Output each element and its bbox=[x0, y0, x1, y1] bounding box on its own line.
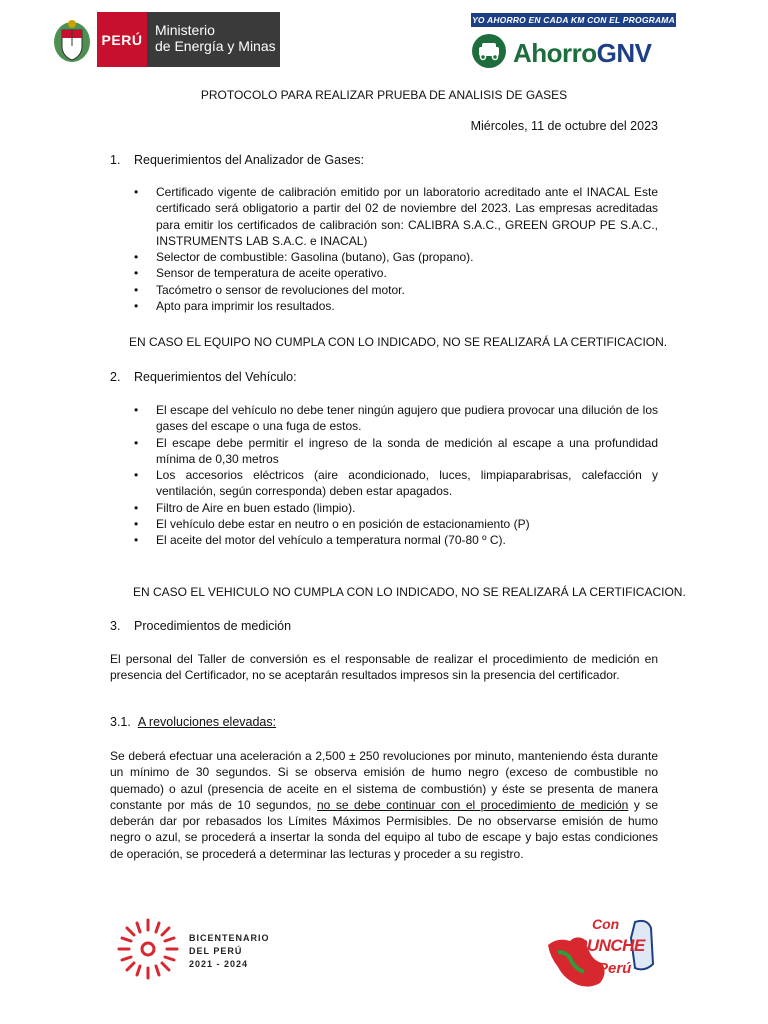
section-3-1-number: 3.1. bbox=[110, 715, 131, 729]
brand-name bbox=[513, 38, 652, 69]
section-1-colon: : bbox=[360, 153, 365, 167]
paragraph-underlined-text: no se debe continuar con el procedimiento de medición bbox=[317, 797, 629, 812]
section-1-list bbox=[156, 184, 658, 314]
con-text: Con bbox=[592, 916, 620, 932]
brand-gnv: GNV bbox=[596, 38, 652, 68]
brand-ahorro: Ahorro bbox=[513, 38, 597, 68]
bicentenario-line-3: 2021 - 2024 bbox=[189, 958, 249, 969]
document-title: PROTOCOLO PARA REALIZAR PRUEBA DE ANALISIS DE GASES bbox=[200, 88, 568, 102]
list-item: • El escape del vehículo no debe tener ningún agujero que pudiera provocar una dilución de los gases del escape o una fuga de estos. bbox=[156, 402, 658, 435]
slogan-banner: YO AHORRO EN CADA KM CON EL PROGRAMA bbox=[472, 15, 675, 25]
ahorro-gnv-logo bbox=[471, 13, 676, 71]
bicentenario-emblem-icon bbox=[115, 916, 181, 987]
list-item: • Los accesorios eléctricos (aire acondicionado, luces, limpiaparabrisas, calefacción y ventilación, según corresponda) deben estar apagados. bbox=[156, 467, 658, 500]
list-item: • Tacómetro o sensor de revoluciones del motor. bbox=[156, 282, 658, 298]
bicentenario-text bbox=[189, 932, 270, 971]
car-icon bbox=[471, 33, 507, 74]
ministry-logo bbox=[47, 12, 280, 67]
bicentenario-line-1: BICENTENARIO bbox=[189, 932, 270, 943]
list-item: • El aceite del motor del vehículo a temperatura normal (70-80 º C). bbox=[156, 532, 658, 548]
list-item: • Selector de combustible: Gasolina (butano), Gas (propano). bbox=[156, 249, 658, 265]
section-1-warning: EN CASO EL EQUIPO NO CUMPLA CON LO INDICADO, NO SE REALIZARÁ LA CERTIFICACION. bbox=[129, 335, 668, 349]
section-3-paragraph: El personal del Taller de conversión es el responsable de realizar el procedimiento de medición en presencia del Certificador, no se aceptarán resultados impresos sin la presencia del certificador. bbox=[110, 652, 658, 683]
section-1-number: 1. bbox=[110, 153, 121, 167]
peru-footer-text: Perú bbox=[598, 960, 632, 977]
list-item: • Sensor de temperatura de aceite operativo. bbox=[156, 265, 658, 281]
list-item: • Apto para imprimir los resultados. bbox=[156, 298, 658, 314]
list-item: • Certificado vigente de calibración emitido por un laboratorio acreditado ante el INACAL Este certificado será obligatorio a partir del 02 de noviembre del 2023. Las empresas acreditadas para emitir los certificados de calibración son: CALIBRA S.A.C., GREEN GROUP PE S.A.C., INSTRUMENTS LAB S.A.C. e INACAL) bbox=[156, 184, 658, 249]
peru-label: PERÚ bbox=[97, 12, 147, 67]
list-item: • El vehículo debe estar en neutro o en posición de estacionamiento (P) bbox=[156, 516, 658, 532]
section-3-1-heading bbox=[110, 715, 276, 729]
bicentenario-line-2: DEL PERÚ bbox=[189, 945, 243, 956]
paragraph-text-part-2: y se deberán dar por rebasados los Límites Máximos Permisibles. De no observarse emisión de humo negro o azul, se procederá a insertar la sonda del equipo al tubo de escape y bajo estas condiciones de operación, se procederá a determinar las lecturas y proceder a su registro. bbox=[110, 797, 658, 861]
section-2-list bbox=[156, 402, 658, 549]
punche-text: PUNCHE bbox=[576, 936, 645, 955]
section-3-1-title: A revoluciones elevadas: bbox=[137, 715, 277, 729]
document-date: Miércoles, 11 de octubre del 2023 bbox=[470, 119, 658, 133]
bicentenario-logo bbox=[115, 917, 285, 985]
section-1-heading bbox=[110, 153, 364, 167]
ministry-line-1: Ministerio bbox=[155, 22, 215, 38]
section-2-title: Requerimientos del Vehículo: bbox=[134, 370, 297, 384]
coat-of-arms-icon bbox=[47, 12, 97, 67]
section-3-number: 3. bbox=[110, 619, 121, 633]
list-item: • El escape debe permitir el ingreso de la sonda de medición al escape a una profundidad mínima de 0,30 metros bbox=[156, 435, 658, 468]
section-1-title: Requerimientos del Analizador de Gases bbox=[134, 153, 361, 167]
ministry-name bbox=[147, 12, 280, 67]
section-3-title: Procedimientos de medición bbox=[134, 619, 292, 633]
paragraph-text-part-1: Se deberá efectuar una aceleración a 2,500 ± 250 revoluciones por minuto, manteniendo ésta durante un mínimo de 30 segundos. Si se observa emisión de humo negro (exceso de combustible no quemado) o azul (presencia de aceite en el sistema de combustión) y éste se presenta de manera constante por más de 10 segundos, bbox=[110, 749, 658, 812]
section-2-warning: EN CASO EL VEHICULO NO CUMPLA CON LO INDICADO, NO SE REALIZARÁ LA CERTIFICACION. bbox=[133, 585, 686, 599]
section-3-heading bbox=[110, 619, 291, 633]
section-2-heading bbox=[110, 370, 297, 384]
list-item: • Filtro de Aire en buen estado (limpio). bbox=[156, 500, 658, 516]
section-2-number: 2. bbox=[110, 370, 121, 384]
ministry-line-2: de Energía y Minas bbox=[155, 38, 276, 54]
section-3-1-paragraph bbox=[110, 748, 658, 862]
con-punche-peru-logo bbox=[540, 910, 665, 1000]
